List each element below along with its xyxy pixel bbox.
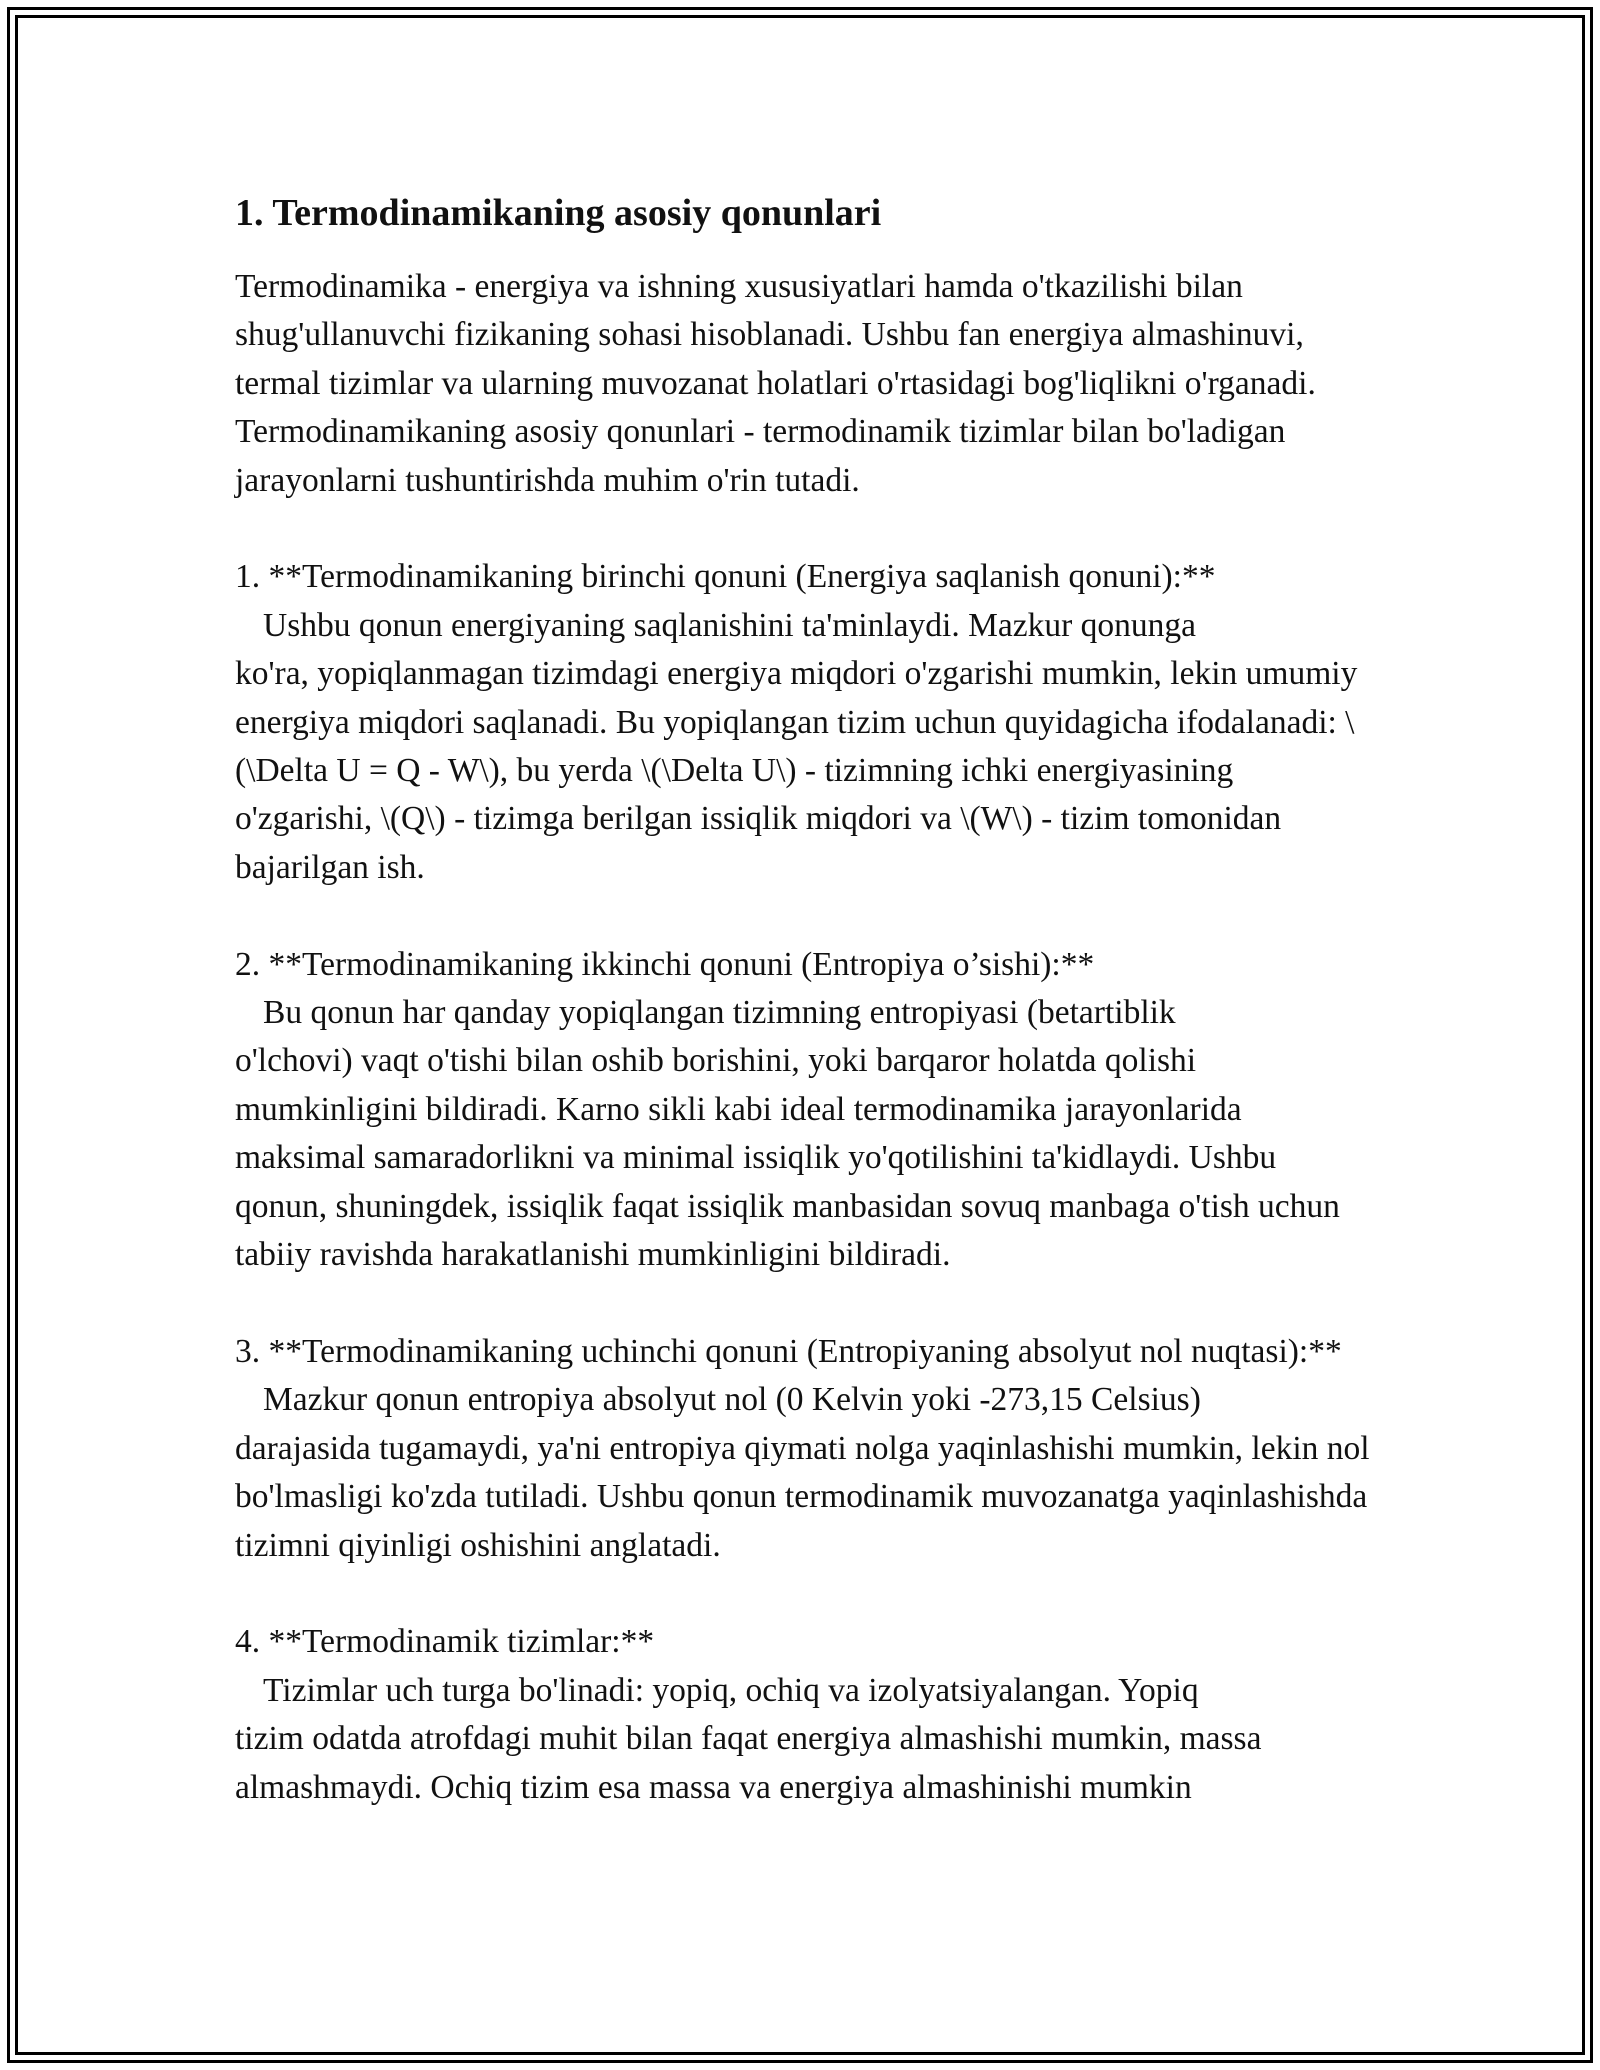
intro-paragraph: Termodinamika - energiya va ishning xususiyatlari hamda o'tkazilishi bilan shug'ullanuvchi fizikaning sohasi hisoblanadi. Ushbu fan energiya almashinuvi, termal tizimlar va ularning muvozanat holatlari o'rtasidagi bog'liqlikni o'rganadi. Termodinamikaning asosiy qonunlari - termodinamik tizimlar bilan bo'ladigan jarayonlarni tushuntirishda muhim o'rin tutadi. (235, 268, 1316, 499)
section-heading: 3. **Termodinamikaning uchinchi qonuni (Entropiyaning absolyut nol nuqtasi):** (235, 1332, 1342, 1370)
section-first-line: Mazkur qonun entropiya absolyut nol (0 Kelvin yoki -273,15 Celsius) (263, 1381, 1201, 1419)
section-heading: 1. **Termodinamikaning birinchi qonuni (Energiya saqlanish qonuni):** (235, 558, 1216, 596)
section-heading: 2. **Termodinamikaning ikkinchi qonuni (Entropiya o’sishi):** (235, 945, 1095, 983)
section-heading: 4. **Termodinamik tizimlar:** (235, 1623, 655, 1661)
section-body: ko'ra, yopiqlanmagan tizimdagi energiya miqdori o'zgarishi mumkin, lekin umumiy energiya miqdori saqlanadi. Bu yopiqlangan tizim uchun quyidagicha ifodalanadi: \(\Delta U = Q - W\), bu yerda \(\Delta U\) - tizimning ichki energiyasining o'zgarishi, \(Q\) - tizimga berilgan issiqlik miqdori va \(W\) - tizim tomonidan bajarilgan ish. (235, 655, 1358, 886)
section-3 (235, 1328, 1370, 1570)
section-first-line: Tizimlar uch turga bo'linadi: yopiq, ochiq va izolyatsiyalangan. Yopiq (263, 1671, 1199, 1709)
section-body: o'lchovi) vaqt o'tishi bilan oshib borishini, yoki barqaror holatda qolishi mumkinligini bildiradi. Karno sikli kabi ideal termodinamika jarayonlarida maksimal samaradorlikni va minimal issiqlik yo'qotilishini ta'kidlaydi. Ushbu qonun, shuningdek, issiqlik faqat issiqlik manbasidan sovuq manbaga o'tish uchun tabiiy ravishda harakatlanishi mumkinligini bildiradi. (235, 1042, 1340, 1274)
document-title: 1. Termodinamikaning asosiy qonunlari (235, 192, 882, 234)
section-4 (235, 1618, 1370, 1812)
section-first-line: Ushbu qonun energiyaning saqlanishini ta'minlaydi. Mazkur qonunga (263, 606, 1197, 644)
section-first-line: Bu qonun har qanday yopiqlangan tizimning entropiyasi (betartiblik (263, 994, 1176, 1032)
section-body: darajasida tugamaydi, ya'ni entropiya qiymati nolga yaqinlashishi mumkin, lekin nol bo'lmasligi ko'zda tutiladi. Ushbu qonun termodinamik muvozanatga yaqinlashishda tizimni qiyinligi oshishini anglatadi. (235, 1429, 1370, 1564)
section-2 (235, 941, 1370, 1280)
document-body (235, 185, 1370, 1812)
section-1 (235, 553, 1370, 892)
section-body: tizim odatda atrofdagi muhit bilan faqat energiya almashishi mumkin, massa almashmaydi. Ochiq tizim esa massa va energiya almashinishi mumkin (235, 1720, 1262, 1806)
